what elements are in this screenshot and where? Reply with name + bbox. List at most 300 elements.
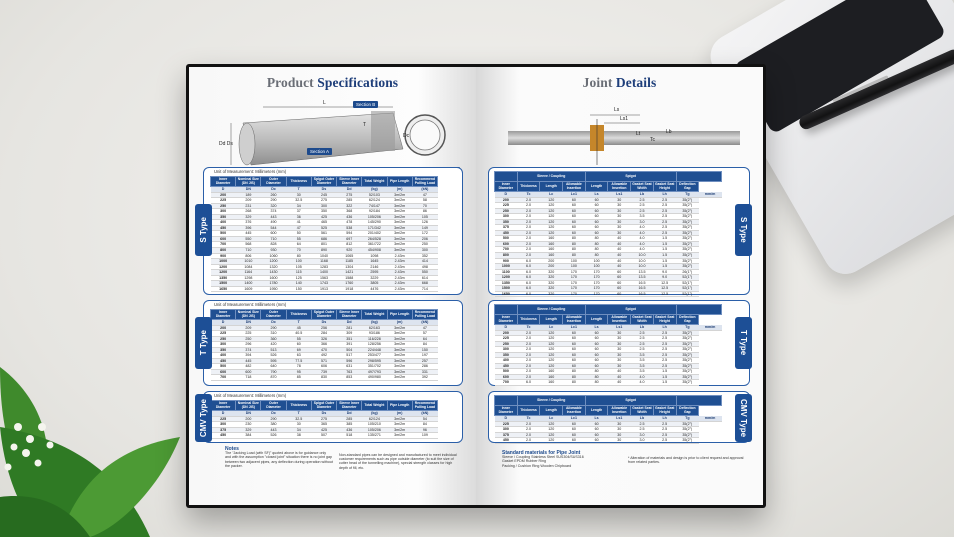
table-cell: 3.5 [631, 363, 654, 369]
table-cell: 35(2°) [676, 427, 699, 433]
table-cell: 60 [608, 280, 631, 286]
table-cell: 454/908 [362, 248, 387, 254]
table-cell: 500 [495, 369, 518, 375]
column-header: Sleeve Inner Diameter [337, 401, 362, 411]
table-cell: 120 [540, 432, 563, 438]
right-page [476, 67, 763, 505]
table-cell: 225 [236, 331, 261, 337]
unit-cell: mm/m [699, 416, 722, 422]
notes-left: Notes The "Jacking Load (with SF)" quoted above is for guidance only and with the assumption "closed joint" situation there is no joint gap between two adjacent pipes, any deflection during operation without the packer. [225, 446, 333, 468]
table-cell: 800 [495, 253, 518, 259]
table-cell: 518 [337, 433, 362, 439]
column-header: Length [585, 315, 608, 325]
s-type-spec-block [199, 167, 463, 295]
table-row [211, 353, 438, 359]
table-cell: 92/184 [362, 209, 387, 215]
table-cell: 2.0 [517, 197, 540, 203]
table-cell: 500 [495, 236, 518, 242]
table-cell: 12.5 [653, 286, 676, 292]
table-cell: 225 [211, 198, 236, 204]
table-cell: 1.5 [653, 241, 676, 247]
section-a-tag: Section A [307, 148, 332, 155]
table-row [211, 214, 438, 220]
group-header: Sleeve / Coupling [517, 305, 585, 315]
table-cell: 35(2°) [676, 341, 699, 347]
table-cell: 366 [311, 342, 336, 348]
table-cell: 30 [286, 422, 311, 428]
table-row [211, 236, 438, 242]
table-cell: 2.5 [653, 352, 676, 358]
table-cell: 360 [261, 336, 286, 342]
table-cell: 40 [608, 253, 631, 259]
table-cell: 225 [211, 416, 236, 422]
table-cell: 35(2°) [676, 336, 699, 342]
unit-cell: Lc1 [563, 325, 586, 331]
table-cell: 812 [337, 242, 362, 248]
table-cell: 2.0 [517, 208, 540, 214]
table-cell: 264/528 [362, 236, 387, 242]
column-header: Thickness [517, 315, 540, 325]
table-cell: 445 [236, 231, 261, 237]
table-cell: 171/342 [362, 225, 387, 231]
table-cell: 478 [337, 220, 362, 226]
table-cell: 160 [540, 241, 563, 247]
table-cell: 35(2°) [676, 264, 699, 270]
table-cell: 64 [412, 336, 437, 342]
table-cell: 828 [261, 242, 286, 248]
section-b-tag: Section B [353, 101, 378, 108]
table-cell: 710 [261, 236, 286, 242]
table-cell: 2.0 [517, 369, 540, 375]
table-cell: 3m/2m [387, 369, 412, 375]
table-cell: 1760 [337, 281, 362, 287]
unit-cell: Ls1 [608, 325, 631, 331]
table-cell: 351/702 [362, 364, 387, 370]
table-cell: 100 [585, 258, 608, 264]
table-cell: 225 [495, 336, 518, 342]
unit-note: Unit of Measurement: Millimeters (mm) [214, 393, 287, 398]
table-cell: 64 [286, 242, 311, 248]
table-cell: 37 [286, 209, 311, 215]
table-cell: 60 [585, 230, 608, 236]
unit-cell: (kN) [412, 187, 437, 193]
table-cell: 60 [563, 208, 586, 214]
column-header: Gasket Seat Width [632, 314, 652, 323]
table-cell: 2.0 [517, 363, 540, 369]
column-header: Recommend Pulling Load [412, 310, 437, 320]
table-cell: 60 [286, 342, 311, 348]
unit-cell: Tg [676, 416, 699, 422]
table-cell: 600 [236, 369, 261, 375]
table-cell: 3229 [362, 275, 387, 281]
table-cell: 320 [540, 291, 563, 297]
table-cell: 361/722 [362, 242, 387, 248]
table-cell: 513 [261, 347, 286, 353]
table-cell: 526 [261, 353, 286, 359]
spec-table [210, 176, 438, 292]
table-cell: 2.5 [631, 197, 654, 203]
table-cell: 58 [412, 198, 437, 204]
table-cell: 170 [563, 269, 586, 275]
table-cell: 120 [540, 230, 563, 236]
left-page [189, 67, 476, 505]
table-cell: 70 [286, 248, 311, 254]
table-cell: 35(2°) [676, 230, 699, 236]
table-cell: 47 [412, 325, 437, 331]
group-header: Sleeve / Coupling [517, 396, 585, 406]
table-cell: 30 [608, 347, 631, 353]
table-cell: 30 [608, 432, 631, 438]
unit-cell: Ds [311, 187, 336, 193]
table-cell: 60 [585, 363, 608, 369]
table-cell: 763 [337, 369, 362, 375]
table-cell: 12.5 [653, 291, 676, 297]
table-cell: 35(2°) [676, 421, 699, 427]
table-cell: 231 [236, 203, 261, 209]
table-cell: 4.0 [631, 225, 654, 231]
table-cell: 2.0 [517, 230, 540, 236]
table-cell: 120 [540, 352, 563, 358]
table-cell: 284 [311, 331, 336, 337]
table-cell: 80 [563, 369, 586, 375]
table-cell: 120 [540, 341, 563, 347]
table-cell: 200 [211, 192, 236, 198]
table-cell: 3m/2m [387, 231, 412, 237]
table-cell: 1200 [495, 275, 518, 281]
table-cell: 170 [585, 275, 608, 281]
table-cell: 300 [211, 422, 236, 428]
unit-cell: Ls [585, 325, 608, 331]
table-cell: 1200 [211, 270, 236, 276]
table-cell: 285 [337, 198, 362, 204]
spec-table [210, 309, 438, 381]
table-cell: 120 [540, 225, 563, 231]
table-cell: 436 [337, 214, 362, 220]
column-header: Sleeve Inner Diameter [337, 177, 362, 187]
table-row [211, 198, 438, 204]
unit-cell: T [286, 320, 311, 326]
table-cell: 60 [585, 341, 608, 347]
table-cell: 35(2°) [676, 380, 699, 386]
table-cell: 80 [585, 253, 608, 259]
table-cell: 1185 [337, 259, 362, 265]
t-type-spec-table [210, 309, 438, 381]
table-cell: 120 [540, 208, 563, 214]
table-cell: 700 [495, 247, 518, 253]
table-cell: 30 [608, 438, 631, 444]
table-cell: 35(2°) [676, 438, 699, 444]
table-cell: 2595 [362, 270, 387, 276]
table-cell: 170 [563, 280, 586, 286]
column-header: Gasket Seat Height [654, 181, 675, 190]
table-cell: 100 [585, 264, 608, 270]
table-cell: 225 [495, 421, 518, 427]
table-cell: 2.0 [517, 352, 540, 358]
table-cell: 80 [585, 241, 608, 247]
table-cell: 250 [211, 203, 236, 209]
table-cell: 1500 [495, 286, 518, 292]
table-cell: 3805 [362, 281, 387, 287]
table-cell: 2.43m [387, 270, 412, 276]
table-cell: 6.0 [517, 269, 540, 275]
table-cell: 1400 [236, 281, 261, 287]
table-cell: 375 [495, 432, 518, 438]
table-cell: 326 [311, 336, 336, 342]
dim-ls1: Ls1 [620, 116, 629, 122]
table-cell: 40 [608, 380, 631, 386]
table-cell: 400 [211, 353, 236, 359]
table-cell: 600 [495, 241, 518, 247]
table-cell: 285 [337, 416, 362, 422]
table-cell: 32.5 [286, 416, 311, 422]
table-cell: 1.5 [653, 253, 676, 259]
table-cell: 290 [261, 325, 286, 331]
column-header: Spigot Outer Diameter [311, 401, 336, 411]
table-row [211, 225, 438, 231]
table-cell: 2.0 [517, 253, 540, 259]
table-cell: 2.5 [631, 330, 654, 336]
unit-cell: (m) [387, 411, 412, 417]
table-cell: 568 [236, 242, 261, 248]
unit-cell: D [211, 411, 236, 417]
table-row [211, 209, 438, 215]
table-cell: 2.0 [517, 374, 540, 380]
table-cell: 290 [261, 198, 286, 204]
table-cell: 100 [563, 264, 586, 270]
table-cell: 80 [563, 374, 586, 380]
table-cell: 320 [540, 280, 563, 286]
table-cell: 170 [563, 291, 586, 297]
table-cell: 209 [236, 198, 261, 204]
table-cell: 2.0 [517, 241, 540, 247]
table-cell: 47 [286, 225, 311, 231]
table-row [211, 369, 438, 375]
table-cell: 718 [236, 375, 261, 381]
table-cell: 115 [286, 270, 311, 276]
table-cell: 329 [236, 427, 261, 433]
unit-cell: Ls [585, 416, 608, 422]
t-type-tab: T Type [195, 317, 212, 369]
table-cell: 286 [412, 364, 437, 370]
table-cell: 120 [540, 336, 563, 342]
table-cell: 450 [495, 438, 518, 444]
table-cell: 26(1°) [676, 269, 699, 275]
table-cell: 80 [563, 236, 586, 242]
table-cell: 2.0 [517, 236, 540, 242]
cmv-type-tab: CMV Type [195, 394, 212, 442]
page-title: Joint Details [582, 75, 657, 90]
table-cell: 600 [211, 236, 236, 242]
column-header: Length [585, 406, 608, 416]
table-cell: 69 [286, 347, 311, 353]
table-cell: 35(2°) [676, 374, 699, 380]
table-cell: 256 [311, 325, 336, 331]
table-cell: 300 [495, 347, 518, 353]
table-row [211, 270, 438, 276]
unit-cell: mm/m [699, 192, 722, 198]
table-cell: 52(1°) [676, 286, 699, 292]
table-cell: 2.5 [653, 427, 676, 433]
column-header: Outer Diameter [261, 177, 286, 187]
table-cell: 60 [563, 421, 586, 427]
table-cell: 30 [608, 219, 631, 225]
table-cell: 30 [608, 230, 631, 236]
table-cell: 35(2°) [676, 432, 699, 438]
table-cell: 35(2°) [676, 203, 699, 209]
table-cell: 100 [563, 258, 586, 264]
table-cell: 60 [585, 203, 608, 209]
table-cell: 2.0 [517, 330, 540, 336]
table-cell: 60 [585, 438, 608, 444]
table-cell: 120 [540, 347, 563, 353]
table-cell: 1913 [311, 286, 336, 292]
table-cell: 1645 [362, 259, 387, 265]
dim-l: L [323, 100, 326, 106]
table-row [211, 331, 438, 337]
unit-cell: Ds [311, 411, 336, 417]
table-cell: 30 [608, 363, 631, 369]
t-type-joint-table [494, 304, 722, 386]
cmv-type-joint-table [494, 395, 722, 444]
table-cell: 109 [412, 433, 437, 439]
table-cell: 300 [211, 209, 236, 215]
table-cell: 52(1°) [676, 275, 699, 281]
table-row [211, 253, 438, 259]
dim-lt: Lt [636, 131, 641, 137]
table-row [211, 286, 438, 292]
dim-dc: Dc [403, 133, 410, 139]
table-cell: 35(2°) [676, 358, 699, 364]
table-cell: 250 [236, 336, 261, 342]
table-cell: 2.5 [653, 421, 676, 427]
unit-cell: Ls [585, 192, 608, 198]
table-cell: 160 [540, 236, 563, 242]
table-cell: 4476 [362, 286, 387, 292]
table-cell: 700 [211, 375, 236, 381]
table-cell: 1421 [337, 270, 362, 276]
table-cell: 80 [563, 241, 586, 247]
table-cell: 30 [608, 225, 631, 231]
table-cell: 35(2°) [676, 225, 699, 231]
table-cell: 300 [311, 203, 336, 209]
column-header: Allowable Insertion [563, 406, 586, 416]
column-header: Gasket Seat Width [632, 405, 652, 414]
table-cell: 40 [608, 241, 631, 247]
group-header [676, 172, 722, 182]
unit-cell: Lc [540, 192, 563, 198]
table-cell: 631 [337, 364, 362, 370]
table-cell: 1609 [236, 286, 261, 292]
table-cell: 52(1°) [676, 280, 699, 286]
column-header: Recommend Pulling Load [412, 177, 437, 187]
table-cell: 2.5 [653, 219, 676, 225]
table-cell: 1320 [261, 264, 286, 270]
table-cell: 52(1°) [676, 291, 699, 297]
table-cell: 4.0 [631, 380, 654, 386]
unit-cell: Lc1 [563, 416, 586, 422]
table-cell: 450 [211, 225, 236, 231]
table-cell: 150 [286, 286, 311, 292]
table-cell: 3m/2m [387, 203, 412, 209]
table-cell: 2.0 [517, 432, 540, 438]
table-cell: 86 [412, 209, 437, 215]
table-cell: 77.5 [286, 358, 311, 364]
table-cell: 3m/2m [387, 375, 412, 381]
table-cell: 2.0 [517, 247, 540, 253]
unit-cell: D [495, 192, 518, 198]
table-cell: 6.0 [517, 291, 540, 297]
dim-ls: Ls [614, 107, 620, 113]
table-cell: 350 [211, 347, 236, 353]
table-cell: 128/256 [362, 342, 387, 348]
table-cell: 436 [337, 427, 362, 433]
table-cell: 6.0 [517, 280, 540, 286]
table-cell: 60 [563, 358, 586, 364]
table-cell: 375 [495, 225, 518, 231]
table-cell: 1650 [211, 286, 236, 292]
s-type-joint-block [488, 167, 750, 295]
table-cell: 170 [563, 286, 586, 292]
unit-cell: Ds [311, 320, 336, 326]
table-cell: 45 [286, 325, 311, 331]
table-cell: 686 [311, 236, 336, 242]
table-cell: 739 [311, 369, 336, 375]
unit-cell: Lb [631, 192, 654, 198]
table-cell: 80 [585, 380, 608, 386]
table-cell: 225 [211, 331, 236, 337]
dim-tc: Tc [650, 137, 655, 143]
table-cell: 595 [261, 358, 286, 364]
table-cell: 1600 [261, 275, 286, 281]
table-cell: 3m/2m [387, 364, 412, 370]
table-cell: 12.5 [653, 280, 676, 286]
table-cell: 445 [236, 358, 261, 364]
table-cell: 414 [412, 259, 437, 265]
table-row [211, 281, 438, 287]
page-title: Product Specifications [266, 75, 399, 90]
table-cell: 296 [236, 342, 261, 348]
table-cell: 2.43m [387, 264, 412, 270]
table-cell: 60 [585, 352, 608, 358]
column-header: Spigot Outer Diameter [311, 177, 336, 187]
table-cell: 490 [261, 220, 286, 226]
column-header: Allowable Insertion [608, 406, 631, 416]
table-cell: 84 [412, 342, 437, 348]
table-cell: 538 [337, 225, 362, 231]
table-cell: 60 [563, 203, 586, 209]
table-cell: 2.43m [387, 275, 412, 281]
table-cell: 60 [563, 336, 586, 342]
column-header: Inner Diameter [211, 177, 236, 187]
table-cell: 170 [585, 286, 608, 292]
table-cell: 400 [495, 358, 518, 364]
column-header: Spigot Outer Diameter [311, 310, 336, 320]
table-cell: 160 [540, 253, 563, 259]
table-cell: 596 [337, 358, 362, 364]
table-cell: 2.0 [517, 214, 540, 220]
table-cell: 9.0 [653, 269, 676, 275]
table-cell: 526 [261, 433, 286, 439]
s-type-tab: S Type [735, 204, 752, 256]
table-cell: 450 [495, 363, 518, 369]
table-cell: 116/228 [362, 336, 387, 342]
table-cell: 1650 [495, 291, 518, 297]
table-row [495, 291, 722, 297]
table-cell: 80 [585, 374, 608, 380]
table-cell: 3.5 [631, 352, 654, 358]
unit-cell: (kg) [362, 187, 387, 193]
table-cell: 80 [286, 253, 311, 259]
